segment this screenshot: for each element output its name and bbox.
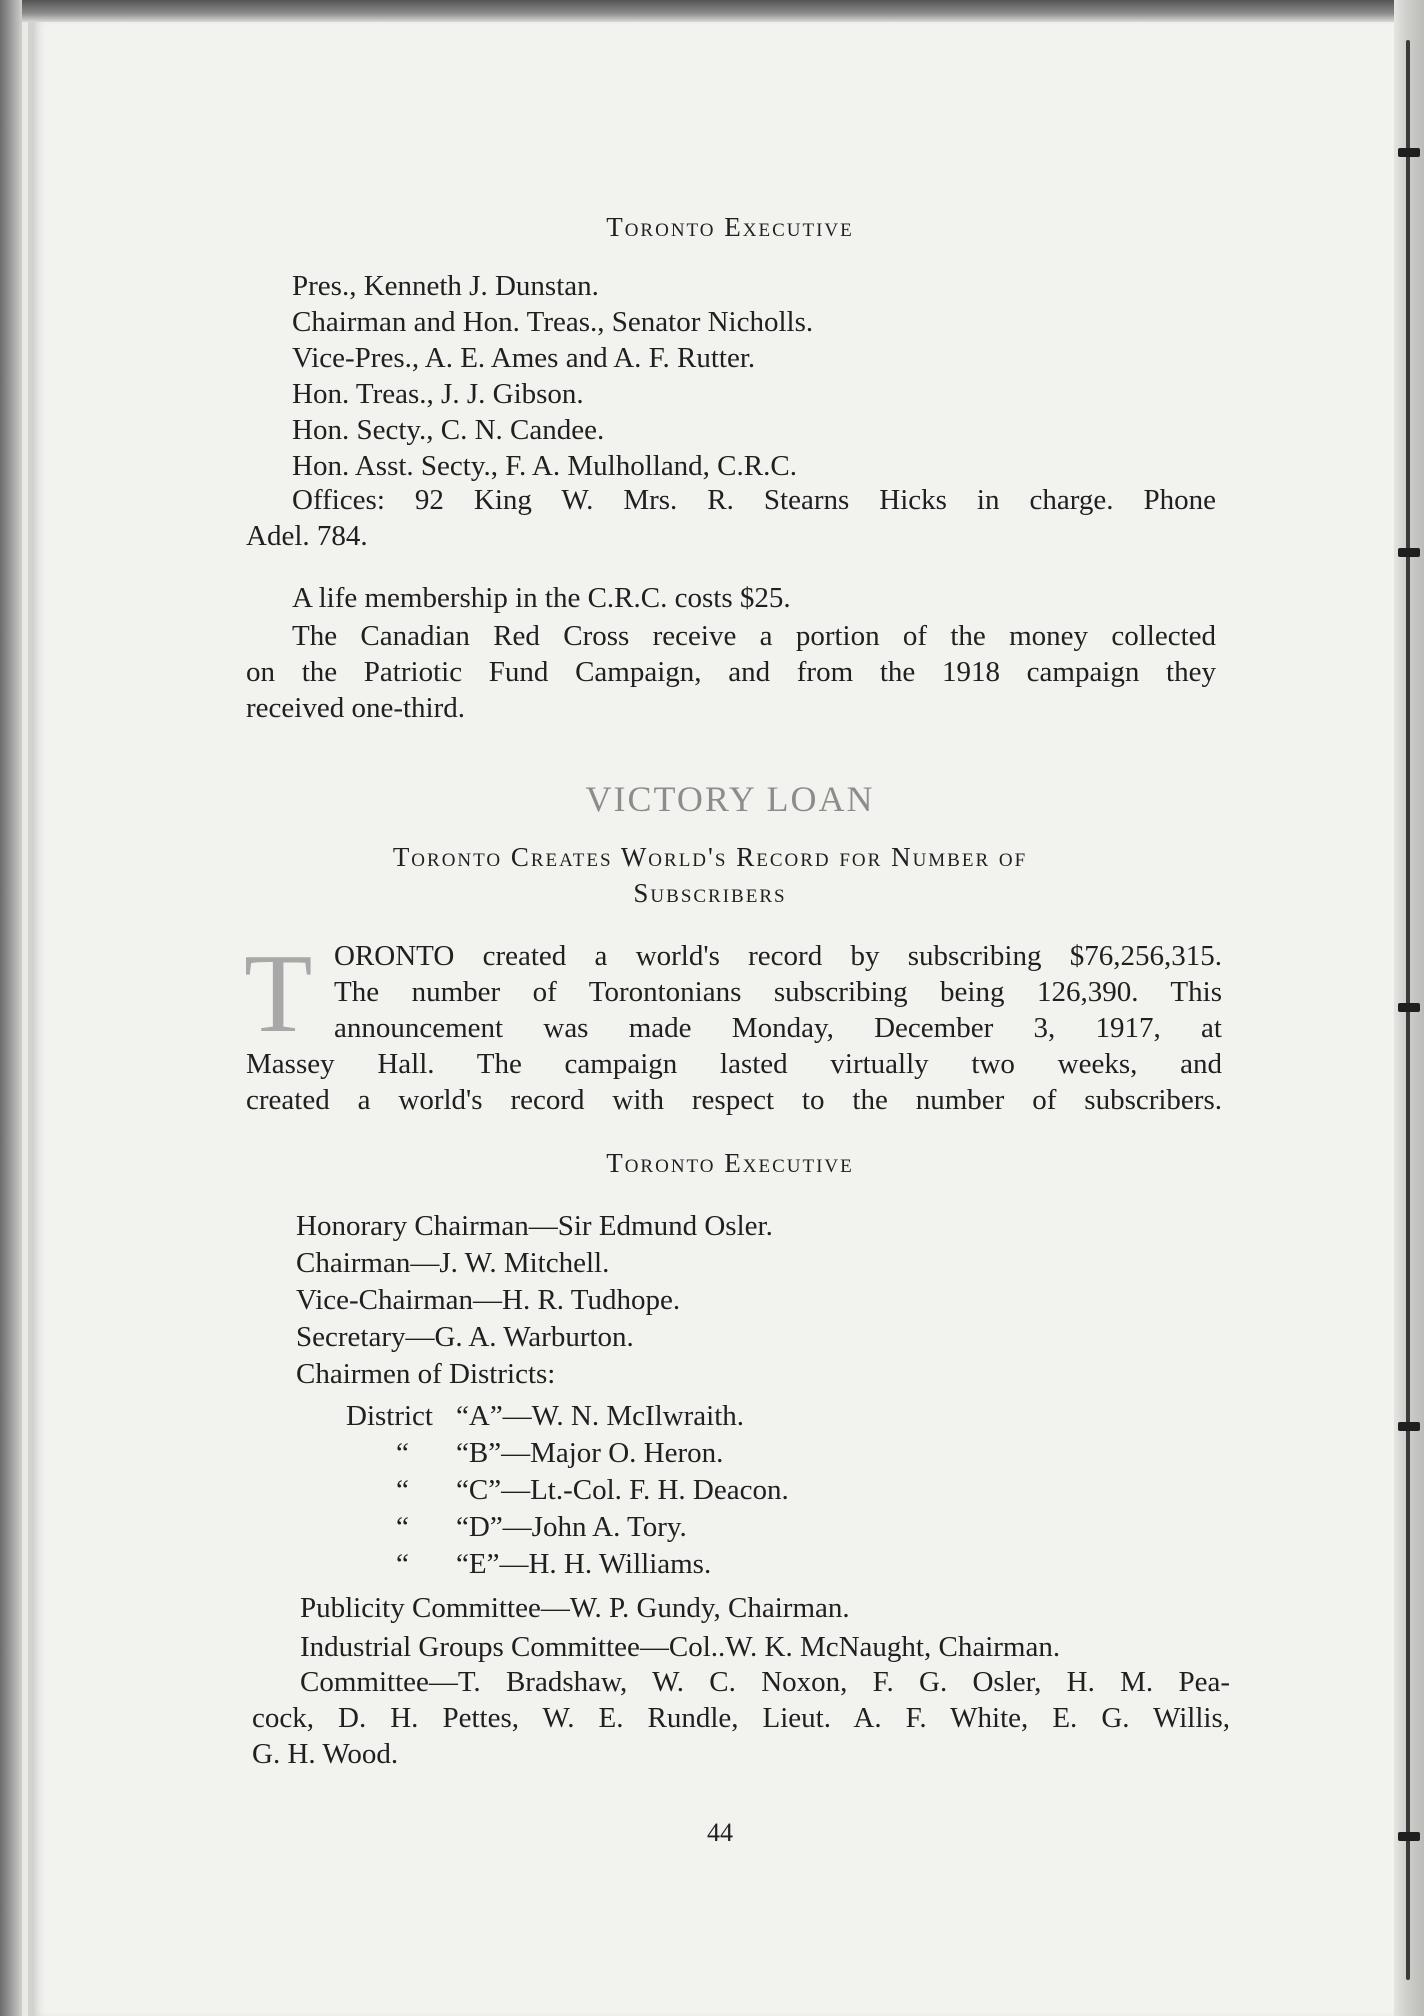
vl-exec-vice-chairman: Vice-Chairman—H. R. Tudhope. <box>296 1284 681 1316</box>
victory-loan-para-line-2: The number of Torontonians subscribing being 126,390. This <box>334 976 1222 1008</box>
victory-loan-para-line-5: created a world's record with respect to the number of subscribers. <box>246 1084 1222 1116</box>
committee-line-2: cock, D. H. Pettes, W. E. Rundle, Lieut. A. F. White, E. G. Willis, <box>252 1702 1230 1734</box>
patriotic-fund-line-2: on the Patriotic Fund Campaign, and from the 1918 campaign they <box>246 656 1216 688</box>
victory-loan-subtitle-line-1: Toronto Creates World's Record for Number of <box>392 842 1028 872</box>
district-ditto-mark: “ <box>396 1511 409 1543</box>
exec-line-president: Pres., Kenneth J. Dunstan. <box>292 270 599 302</box>
committee-line-1: Committee—T. Bradshaw, W. C. Noxon, F. G. Osler, H. M. Pea- <box>300 1666 1230 1698</box>
section-heading-toronto-executive-2: Toronto Executive <box>606 1148 854 1178</box>
patriotic-fund-line-1: The Canadian Red Cross receive a portion of the money collected <box>292 620 1216 652</box>
exec-line-secretary: Hon. Secty., C. N. Candee. <box>292 414 605 446</box>
offices-line-2: Adel. 784. <box>246 520 368 552</box>
district-entry-e: “E”—H. H. Williams. <box>456 1548 712 1580</box>
vl-exec-chairman: Chairman—J. W. Mitchell. <box>296 1247 610 1279</box>
district-ditto-mark: “ <box>396 1474 409 1506</box>
vl-exec-secretary: Secretary—G. A. Warburton. <box>296 1321 634 1353</box>
exec-line-treasurer: Hon. Treas., J. J. Gibson. <box>292 378 584 410</box>
district-ditto-mark: “ <box>396 1548 409 1580</box>
victory-loan-para-line-3: announcement was made Monday, December 3, 1917, at <box>334 1012 1222 1044</box>
offices-line-1: Offices: 92 King W. Mrs. R. Stearns Hicks in charge. Phone <box>292 484 1216 516</box>
committee-line-3: G. H. Wood. <box>252 1738 399 1770</box>
page-number: 44 <box>707 1818 733 1847</box>
district-entry-a: “A”—W. N. McIlwraith. <box>456 1400 745 1432</box>
victory-loan-paragraph-bottom <box>246 1046 1222 1118</box>
victory-loan-para-line-4: Massey Hall. The campaign lasted virtually two weeks, and <box>246 1048 1222 1080</box>
victory-loan-subtitle-line-2: Subscribers <box>633 878 787 908</box>
exec-line-vice-president: Vice-Pres., A. E. Ames and A. F. Rutter. <box>292 342 756 374</box>
victory-loan-paragraph-top <box>334 938 1222 1046</box>
section-heading-toronto-executive: Toronto Executive <box>606 212 854 242</box>
district-ditto-mark: “ <box>396 1437 409 1469</box>
life-membership-text: A life membership in the C.R.C. costs $25. <box>292 582 791 614</box>
drop-cap-letter: T <box>244 932 313 1056</box>
victory-loan-title: VICTORY LOAN <box>585 779 875 819</box>
committee-paragraph <box>252 1664 1230 1772</box>
publicity-committee-line: Publicity Committee—W. P. Gundy, Chairman. <box>300 1592 850 1624</box>
district-entry-c: “C”—Lt.-Col. F. H. Deacon. <box>456 1474 789 1506</box>
district-entry-b: “B”—Major O. Heron. <box>456 1437 724 1469</box>
vl-exec-honorary-chairman: Honorary Chairman—Sir Edmund Osler. <box>296 1210 773 1242</box>
industrial-groups-committee-line: Industrial Groups Committee—Col..W. K. McNaught, Chairman. <box>300 1631 1061 1663</box>
exec-line-assistant-secretary: Hon. Asst. Secty., F. A. Mulholland, C.R.C. <box>292 450 797 482</box>
patriotic-fund-line-3: received one-third. <box>246 692 466 724</box>
patriotic-fund-paragraph <box>246 618 1216 726</box>
exec-line-chairman: Chairman and Hon. Treas., Senator Nicholls. <box>292 306 814 338</box>
district-prefix: District <box>346 1400 433 1432</box>
district-entry-d: “D”—John A. Tory. <box>456 1511 687 1543</box>
offices-paragraph <box>246 482 1216 554</box>
vl-exec-chairmen-of-districts: Chairmen of Districts: <box>296 1358 556 1390</box>
victory-loan-para-line-1: ORONTO created a world's record by subscribing $76,256,315. <box>334 940 1222 972</box>
